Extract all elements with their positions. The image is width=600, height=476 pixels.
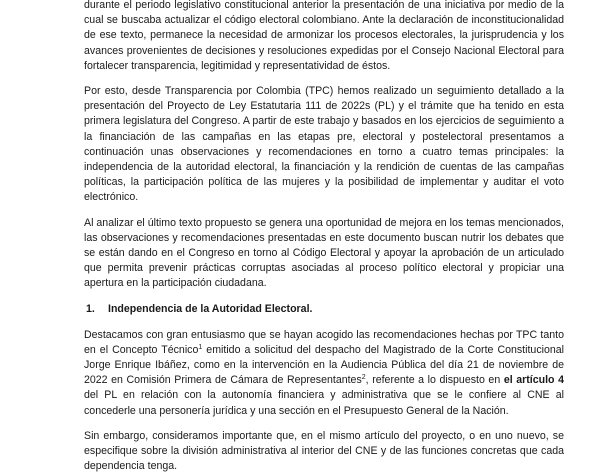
paragraph-recommendation: Sin embargo, consideramos importante que, en el mismo artículo del proyecto, o en uno nuevo, se especifique sobre la división administrativa al interior del CNE y de las funciones concretas que cada dependencia tenga.	[84, 429, 564, 473]
section-title: Independencia de la Autoridad Electoral.	[108, 302, 313, 315]
paragraph-independence-text-c: , referente a lo dispuesto en	[365, 374, 504, 387]
paragraph-independence-text-d: del PL en relación con la autonomía financiera y administrativa que se le confiere al CNE al concederle una personería jurídica y una sección en el Presupuesto General de la Nación.	[84, 389, 564, 417]
footnote-ref-1[interactable]: 1	[198, 343, 203, 351]
paragraph-intro-continued: durante el periodo legislativo constitucional anterior la presentación de una iniciativa por medio de la cual se buscaba actualizar el código electoral colombiano. Ante la declaración de inconstitucionalidad de ese texto, permanece la necesidad de armonizar los procesos electorales, la jurisprudencia y los avances provenientes de decisiones y resoluciones expedidas por el Consejo Nacional Electoral para fortalecer transparencia, legitimidad y representatividad de éstos.	[84, 0, 564, 72]
paragraph-independence-text-a: Destacamos con gran entusiasmo que se hayan acogido las recomendaciones hechas por TPC tanto en el Concepto Técnico	[84, 328, 564, 356]
article-reference: el artículo 4	[503, 374, 564, 387]
paragraph-tpc-follow-up: Por esto, desde Transparencia por Colombia (TPC) hemos realizado un seguimiento detallado a la presentación del Proyecto de Ley Estatutaria 111 de 2022s (PL) y el trámite que ha tenido en esta primera legislatura del Congreso. A partir de este trabajo y basados en los ejercicios de seguimiento a la financiación de las campañas en las etapas pre, electoral y postelectoral presentamos a continuación unas observaciones y recomendaciones en torno a cuatro temas principales: la independencia de la autoridad electoral, la financiación y la rendición de cuentas de las campañas políticas, la participación política de las mujeres y la posibilidad de implementar y auditar el voto electrónico.	[84, 85, 564, 204]
paragraph-independence	[84, 328, 564, 419]
section-heading	[84, 302, 564, 317]
section-number: 1.	[86, 302, 95, 315]
paragraph-analysis: Al analizar el último texto propuesto se genera una oportunidad de mejora en los temas mencionados, las observaciones y recomendaciones presentadas en este documento buscan nutrir los debates que se están dando en el Congreso en torno al Código Electoral y apoyar la aprobación de un articulado que permita prevenir prácticas corruptas asociadas al proceso político electoral y propiciar una apertura en la participación ciudadana.	[84, 216, 564, 290]
footnote-ref-2[interactable]: 2	[361, 374, 366, 382]
paragraph-independence-text-b: emitido a solicitud del despacho del Magistrado de la Corte Constitucional Jorge Enrique Ibáñez, como en la intervención en la Audiencia Pública del día 21 de noviembre de 2022 en Comisión Primera de Cámara de Representantes	[84, 343, 564, 387]
